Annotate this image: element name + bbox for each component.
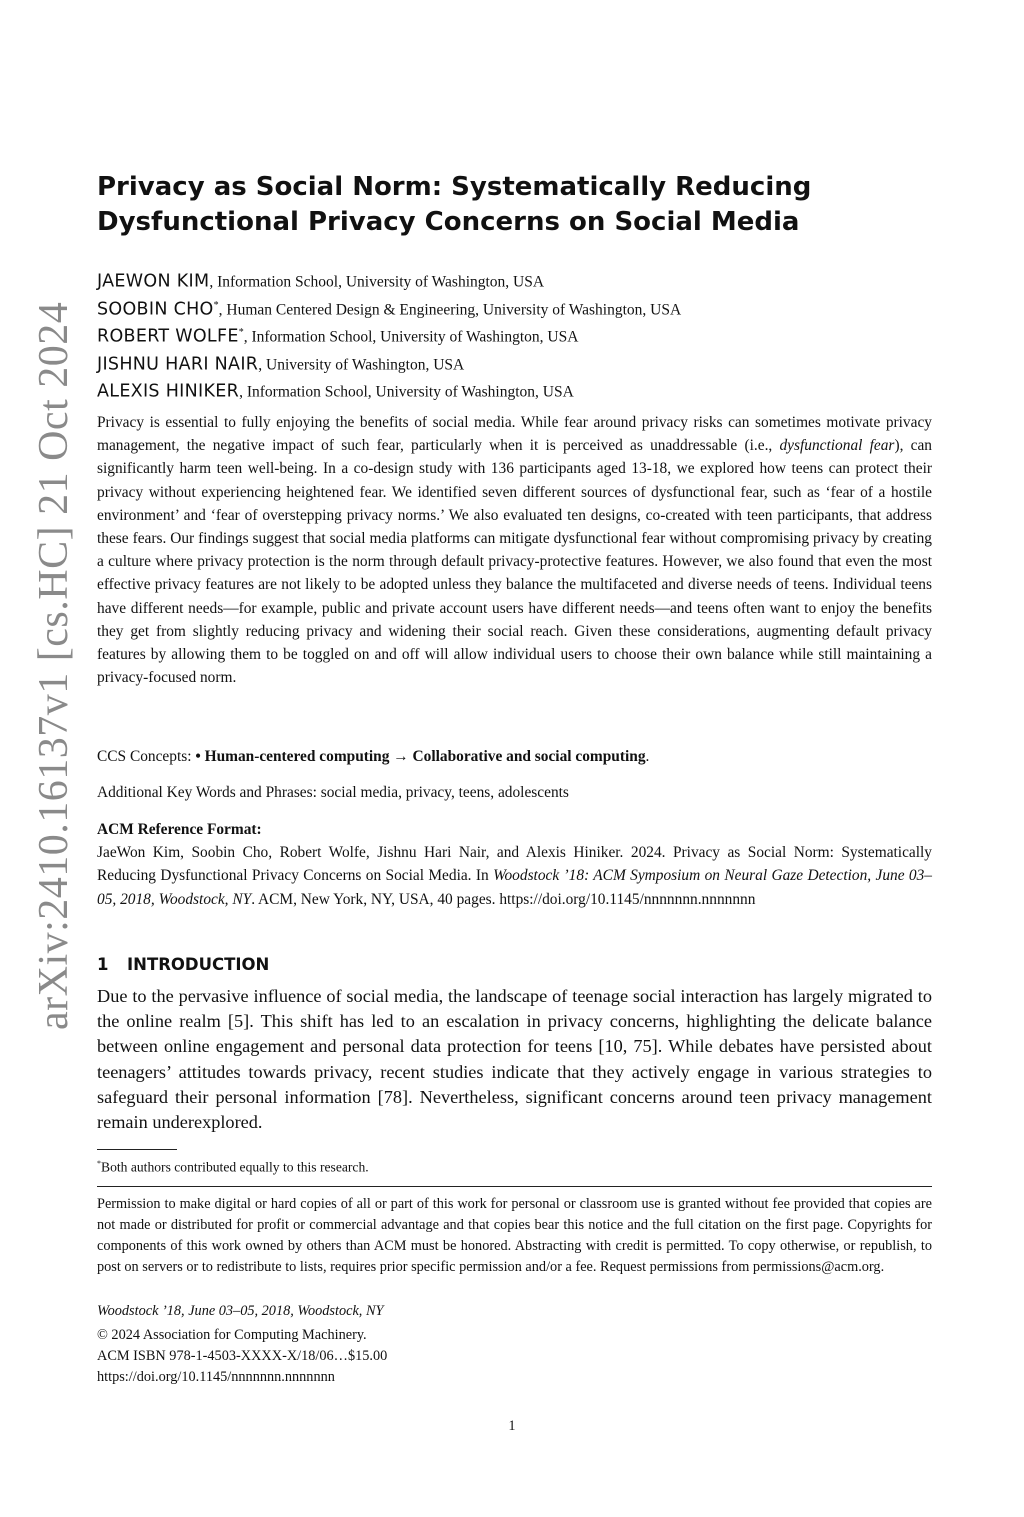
acm-reference-heading: ACM Reference Format: — [97, 821, 262, 838]
section-number: 1 — [97, 955, 109, 974]
ccs-bullet: • — [195, 748, 205, 765]
author-name: JAEWON KIM — [97, 271, 210, 292]
permission-rule — [97, 1186, 932, 1187]
acm-reference — [97, 818, 932, 911]
doi-link[interactable]: https://doi.org/10.1145/nnnnnnn.nnnnnnn — [97, 1369, 335, 1385]
copyright-line: © 2024 Association for Computing Machinery. — [97, 1327, 367, 1343]
permission-notice: Permission to make digital or hard copies of all or part of this work for personal or classroom use is granted without fee provided that copies are not made or distributed for profit or commercial advantage and that copies bear this notice and the full citation on the first page. Copyrights for components of this work owned by others than ACM must be honored. Abstracting with credit is permitted. To copy otherwise, or republish, to post on servers or to redistribute to lists, requires prior specific permission and/or a fee. Request permissions from permissions@acm.org. — [97, 1196, 932, 1275]
author-line — [97, 265, 932, 293]
ccs-label: CCS Concepts: — [97, 748, 196, 765]
footnote-rule — [97, 1149, 177, 1150]
author-mark: * — [213, 299, 219, 311]
section-title: INTRODUCTION — [127, 955, 270, 974]
author-name: ALEXIS HINIKER — [97, 381, 240, 402]
author-mark: * — [238, 327, 244, 338]
author-affiliation: , University of Washington, USA — [258, 355, 465, 373]
ccs-subconcept: Collaborative and social computing — [412, 748, 646, 765]
author-line — [97, 348, 932, 376]
arxiv-stamp-text: arXiv:2410.16137v1 [cs.HC] 21 Oct 2024 — [31, 301, 77, 1030]
acm-reference-text: JaeWon Kim, Soobin Cho, Robert Wolfe, Jishnu Hari Nair, and Alexis Hiniker. 2024. Privacy as Social Norm: Systematically Reducing Dysfunctional Privacy Concerns on Social Media. In — [97, 844, 932, 885]
author-name: ROBERT WOLFE — [97, 326, 239, 347]
page-number: 1 — [508, 1418, 516, 1434]
section-heading — [97, 953, 932, 977]
abstract-emphasis: dysfunctional fear — [779, 437, 895, 455]
acm-reference-venue: Woodstock ’18: ACM Symposium on Neural Gaze Detection, June 03–05, 2018, Woodstock, NY — [97, 867, 932, 908]
author-list — [97, 265, 932, 403]
isbn-line: ACM ISBN 978-1-4503-XXXX-X/18/06…$15.00 — [97, 1348, 388, 1364]
author-line — [97, 320, 932, 348]
paper-title: Privacy as Social Norm: Systematically Reducing Dysfunctional Privacy Concerns on Social Media — [97, 172, 812, 237]
footnote-text: Both authors contributed equally to this research. — [101, 1159, 369, 1175]
copyright-block — [97, 1325, 932, 1388]
ccs-arrow: → — [389, 748, 413, 765]
ccs-concept: Human-centered computing — [204, 748, 390, 765]
ccs-end: . — [645, 748, 650, 765]
author-line — [97, 375, 932, 403]
acm-reference-body — [97, 841, 932, 911]
keywords: Additional Key Words and Phrases: social media, privacy, teens, adolescents — [97, 784, 569, 801]
author-affiliation: , Information School, University of Washington, USA — [239, 383, 574, 401]
author-line — [97, 293, 932, 321]
author-name: JISHNU HARI NAIR — [97, 353, 259, 374]
author-affiliation: , Information School, University of Washington, USA — [209, 273, 545, 291]
author-name: SOOBIN CHO — [97, 298, 214, 319]
footnote — [97, 1155, 932, 1177]
ccs-concepts — [97, 746, 932, 768]
abstract — [97, 411, 932, 689]
intro-paragraph: Due to the pervasive influence of social media, the landscape of teenage social interaction has largely migrated to the online realm [5]. This shift has led to an escalation in privacy concerns, highlighting the delicate balance between online engagement and personal data protection for teens [10, 75]. While debates have persisted about teenagers’ attitudes towards privacy, recent studies indicate that they actively engage in various strategies to safeguard their personal information [78]. Nevertheless, significant concerns around teen privacy management remain underexplored. — [97, 986, 932, 1133]
venue-line: Woodstock ’18, June 03–05, 2018, Woodstock, NY — [97, 1303, 384, 1319]
author-affiliation: , Human Centered Design & Engineering, University of Washington, USA — [218, 300, 682, 318]
footnote-mark: * — [97, 1159, 101, 1168]
abstract-text: Privacy is essential to fully enjoying the benefits of social media. While fear around privacy risks can sometimes motivate privacy management, the negative impact of such fear, particularly when it is perceived as unaddressable (i.e., — [97, 414, 932, 455]
acm-reference-text: . ACM, New York, NY, USA, 40 pages. https://doi.org/10.1145/nnnnnnn.nnnnnnn — [251, 890, 756, 908]
author-affiliation: , Information School, University of Washington, USA — [243, 328, 579, 346]
abstract-text: ), can significantly harm teen well-being. In a co-design study with 136 participants aged 13-18, we explored how teens can protect their privacy without experiencing heightened fear. We identified seven different sources of dysfunctional fear, such as ‘fear of a hostile environment’ and ‘fear of overstepping privacy norms.’ We also evaluated ten designs, co-created with teen participants, that address these fears. Our findings suggest that social media platforms can mitigate dysfunctional fear without compromising privacy by creating a culture where privacy protection is the norm through default privacy-protective features. However, we also found that even the most effective privacy features are not likely to be adopted unless they balance the multifaceted and diverse needs of teens. Individual teens have different needs—for example, public and private account users have different needs—and teens often want to enjoy the benefits they get from slightly reducing privacy and widening their social reach. Given these considerations, augmenting default privacy features by allowing them to be toggled on and off will allow individual users to choose their own balance while still maintaining a privacy-focused norm. — [97, 437, 932, 687]
